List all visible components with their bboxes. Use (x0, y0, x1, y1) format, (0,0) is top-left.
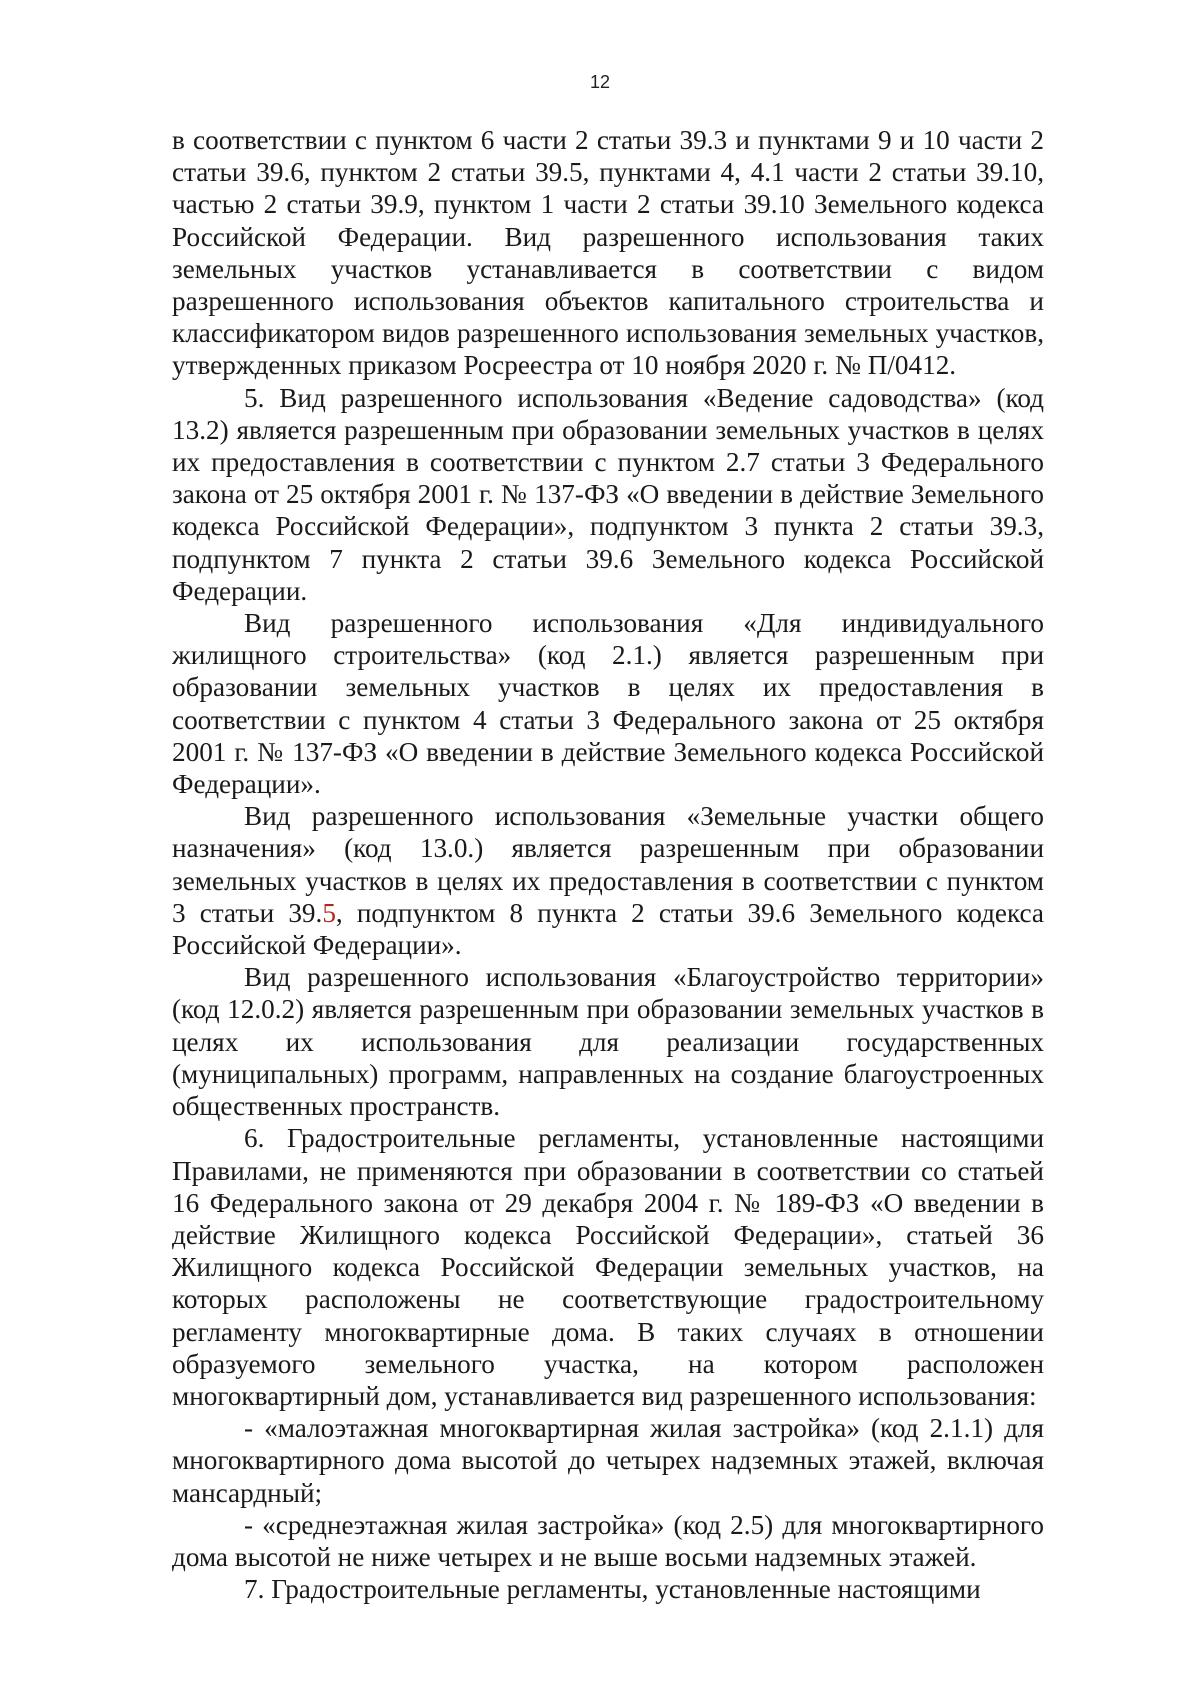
document-body (172, 124, 1044, 1605)
paragraph-item-5: 5. Вид разрешенного использования «Ведение садоводства» (код 13.2) является разрешенным при образовании земельных участков в целях их предоставления в соответствии с пунктом 2.7 статьи 3 Федерального закона от 25 октября 2001 г. № 137-ФЗ «О введении в действие Земельного кодекса Российской Федерации», подпунктом 3 пункта 2 статьи 39.3, подпунктом 7 пункта 2 статьи 39.6 Земельного кодекса Российской Федерации. (172, 382, 1044, 606)
highlighted-digit: 5 (322, 897, 336, 928)
list-item-mid-rise: - «среднеэтажная жилая застройка» (код 2.5) для многоквартирного дома высотой не ниже четырех и не выше восьми надземных этажей. (172, 1509, 1044, 1572)
paragraph-common-land-text-a: Вид разрешенного использования «Земельные участки общего назначения» (код 13.0.) является разрешенным при образовании земельных участков в целях их предоставления в соответствии с пунктом 3 статьи 39. (172, 801, 1044, 928)
list-item-low-rise: - «малоэтажная многоквартирная жилая застройка» (код 2.1.1) для многоквартирного дома высотой до четырех надземных этажей, включая мансардный; (172, 1413, 1044, 1508)
page-number: 12 (589, 72, 611, 92)
paragraph-item-6: 6. Градостроительные регламенты, установленные настоящими Правилами, не применяются при образовании в соответствии со статьей 16 Федерального закона от 29 декабря 2004 г. № 189-ФЗ «О введении в действие Жилищного кодекса Российской Федерации», статьей 36 Жилищного кодекса Российской Федерации земельных участков, на которых расположены не соответствующие градостроительному регламенту многоквартирные дома. В таких случаях в отношении образуемого земельного участка, на котором расположен многоквартирный дом, устанавливается вид разрешенного использования: (172, 1123, 1044, 1411)
paragraph-item-7: 7. Градостроительные регламенты, установленные настоящими (244, 1574, 981, 1605)
paragraph-common-land (172, 800, 1044, 961)
paragraph-landscaping: Вид разрешенного использования «Благоустройство территории» (код 12.0.2) является разрешенным при образовании земельных участков в целях их использования для реализации государственных (муниципальных) программ, направленных на создание благоустроенных общественных пространств. (172, 962, 1044, 1122)
paragraph-izhs: Вид разрешенного использования «Для индивидуального жилищного строительства» (код 2.1.) является разрешенным при образовании земельных участков в целях их предоставления в соответствии с пунктом 4 статьи 3 Федерального закона от 25 октября 2001 г. № 137-ФЗ «О введении в действие Земельного кодекса Российской Федерации». (172, 608, 1044, 800)
paragraph-common-land-text-b: , подпунктом 8 пункта 2 статьи 39.6 Земельного кодекса Российской Федерации». (172, 897, 1044, 961)
paragraph-continuation: в соответствии с пунктом 6 части 2 статьи 39.3 и пунктами 9 и 10 части 2 статьи 39.6, пунктом 2 статьи 39.5, пунктами 4, 4.1 части 2 статьи 39.10, частью 2 статьи 39.9, пунктом 1 части 2 статьи 39.10 Земельного кодекса Российской Федерации. Вид разрешенного использования таких земельных участков устанавливается в соответствии с видом разрешенного использования объектов капитального строительства и классификатором видов разрешенного использования земельных участков, утвержденных приказом Росреестра от 10 ноября 2020 г. № П/0412. (172, 125, 1044, 381)
